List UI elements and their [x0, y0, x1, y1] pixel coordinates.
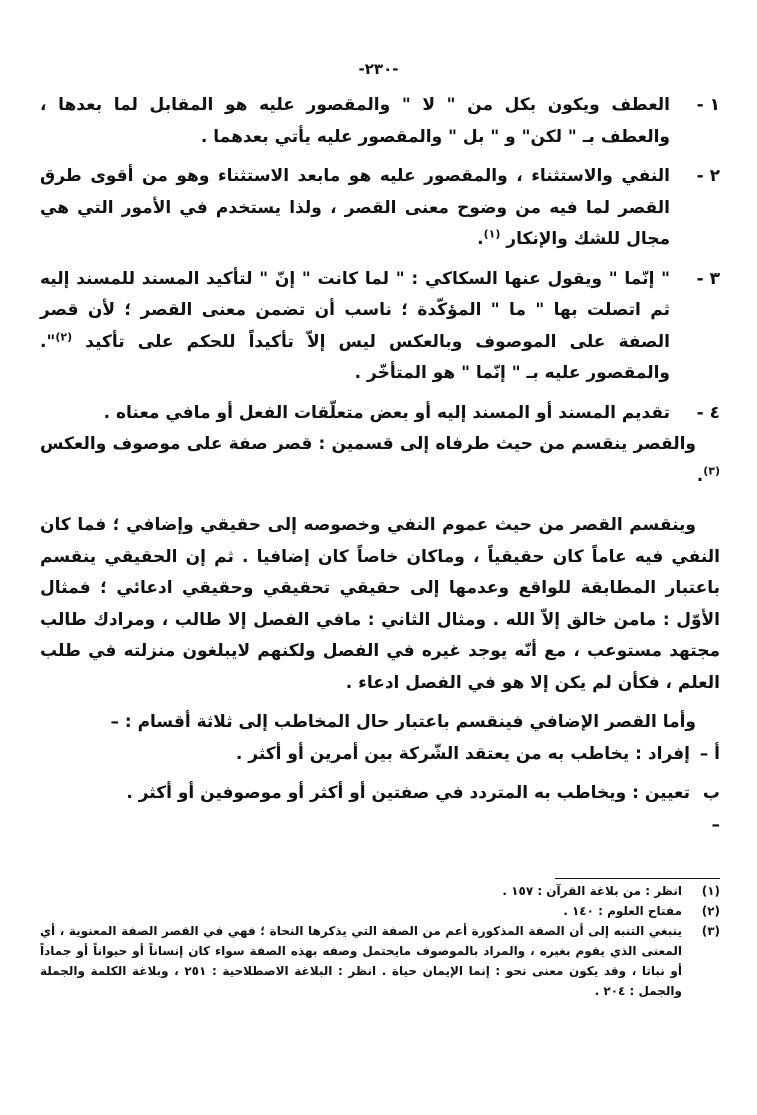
footnote-text: انظر : من بلاغة القرآن : ١٥٧ .	[502, 884, 682, 898]
footnote-text: ينبغي التنبه إلى أن الصفة المذكورة أعم من الصفة التي يذكرها النحاة ؛ فهي في القصر الصفة المعنوية ، أي المعنى الذي يقوم بغيره ، والمراد بالموصوف مايحتمل وصفه بهذه الصفة سواء كان إنساناً أو حيواناً أو جماداً أو نباتا ، وقد يكون معنى نحو : إنما الإيمان حياة . انظر : البلاغة الاصطلاحية : ٢٥١ ، وبلاغة الكلمة والجملة والجمل : ٢٠٤ .	[40, 924, 683, 998]
item-text-end: .	[477, 229, 484, 249]
item-number: ٣ -	[696, 268, 720, 289]
sub-item-letter: أ –	[699, 743, 720, 764]
paragraph-relative: وأما القصر الإضافي فينقسم باعتبار حال المخاطب إلى ثلاثة أقسام : –	[110, 712, 696, 732]
sub-item-text: إفراد : يخاطب به من يعتقد الشّركة بين أمرين أو أكثر .	[235, 743, 690, 764]
item-text: " إنّما " ويقول عنها السكاكي : " لما كانت " إنّ " لتأكيد المسند للمسند إليه ثم اتصلت بها " ما " المؤكّدة ؛ ناسب أن تضمن معنى القصر ؛ لأن قصر الصفة على الموصوف وبالعكس ليس إلاّ تأكيداً للحكم على تأكيد	[40, 268, 671, 352]
sub-item	[40, 778, 720, 841]
paragraph-text: والقصر ينقسم من حيث طرفاه إلى قسمين : قصر صفة على موصوف والعكس	[40, 434, 696, 454]
footnote-ref: (١)	[483, 227, 501, 241]
item-text: النفي والاستثناء ، والمقصور عليه هو مابعد الاستثناء وهو من أقوى طرق القصر لما فيه من وضوح معنى القصر ، ولذا يستخدم في الأمور التي هي مجال للشك والإنكار	[40, 166, 670, 249]
main-text	[40, 90, 720, 841]
list-item	[40, 90, 720, 153]
item-number: ١ -	[696, 95, 720, 115]
paragraph-types: وينقسم القصر من حيث عموم النفي وخصوصه إلى حقيقي وإضافي ؛ فما كان النفي فيه عاماً كان حقيقياً ، وماكان خاصاً كان إضافيا . ثم إن الحقيقي ينقسم باعتبار المطابقة للواقع وعدمها إلى حقيقي تحقيقي وحقيقي ادعائي ؛ فمثال الأوّل : مامن خالق إلاّ الله . ومثال الثاني : مافي الفصل إلا طالب ، ومرادك طالب مجتهد مستوعب ، مع أنّه يوجد غيره في الفصل ولكنهم لايبلغون منزلته في طلب العلم ، فكأن لم يكن إلا هو في الفصل ادعاء .	[40, 515, 720, 693]
list-item	[40, 264, 720, 390]
footnote-number: (١)	[701, 884, 720, 898]
item-text-wrapper	[40, 161, 670, 256]
footnote-number: (٢)	[701, 904, 720, 918]
sub-item-text: تعيين : ويخاطب به المتردد في صفتين أو أكثر أو موصوفين أو أكثر .	[126, 783, 690, 803]
footnote-text: مفتاح العلوم : ١٤٠ .	[563, 904, 682, 918]
footnote-number: (٣)	[701, 924, 720, 938]
footnote-divider	[555, 878, 720, 879]
sub-item-letter: ب –	[702, 783, 720, 835]
list-item	[40, 161, 720, 256]
footnote	[40, 921, 720, 1001]
footnote-ref: (٣)	[703, 463, 720, 477]
footnotes	[40, 881, 720, 1001]
list-item	[40, 398, 720, 430]
page-number: -٢٣٠-	[358, 60, 399, 78]
item-number: ٤ -	[696, 402, 720, 423]
item-number: ٢ -	[696, 166, 720, 186]
sub-item	[40, 739, 720, 771]
item-text-wrapper	[40, 264, 670, 390]
footnote-ref: (٢)	[55, 329, 73, 343]
footnote	[40, 901, 720, 921]
paragraph-end: .	[696, 465, 704, 486]
item-text-end: ". والمقصور عليه بـ " إنّما " هو المتأخّر .	[40, 331, 670, 383]
item-text: العطف ويكون بكل من " لا " والمقصور عليه هو المقابل لما بعدها ، والعطف بـ " لكن" و " بل " والمقصور عليه يأتي بعدهما .	[40, 95, 670, 147]
footnote	[40, 881, 720, 901]
paragraph-division	[40, 429, 720, 492]
item-text: تقديم المسند أو المسند إليه أو بعض متعلّقات الفعل أو مافي معناه .	[103, 402, 670, 423]
